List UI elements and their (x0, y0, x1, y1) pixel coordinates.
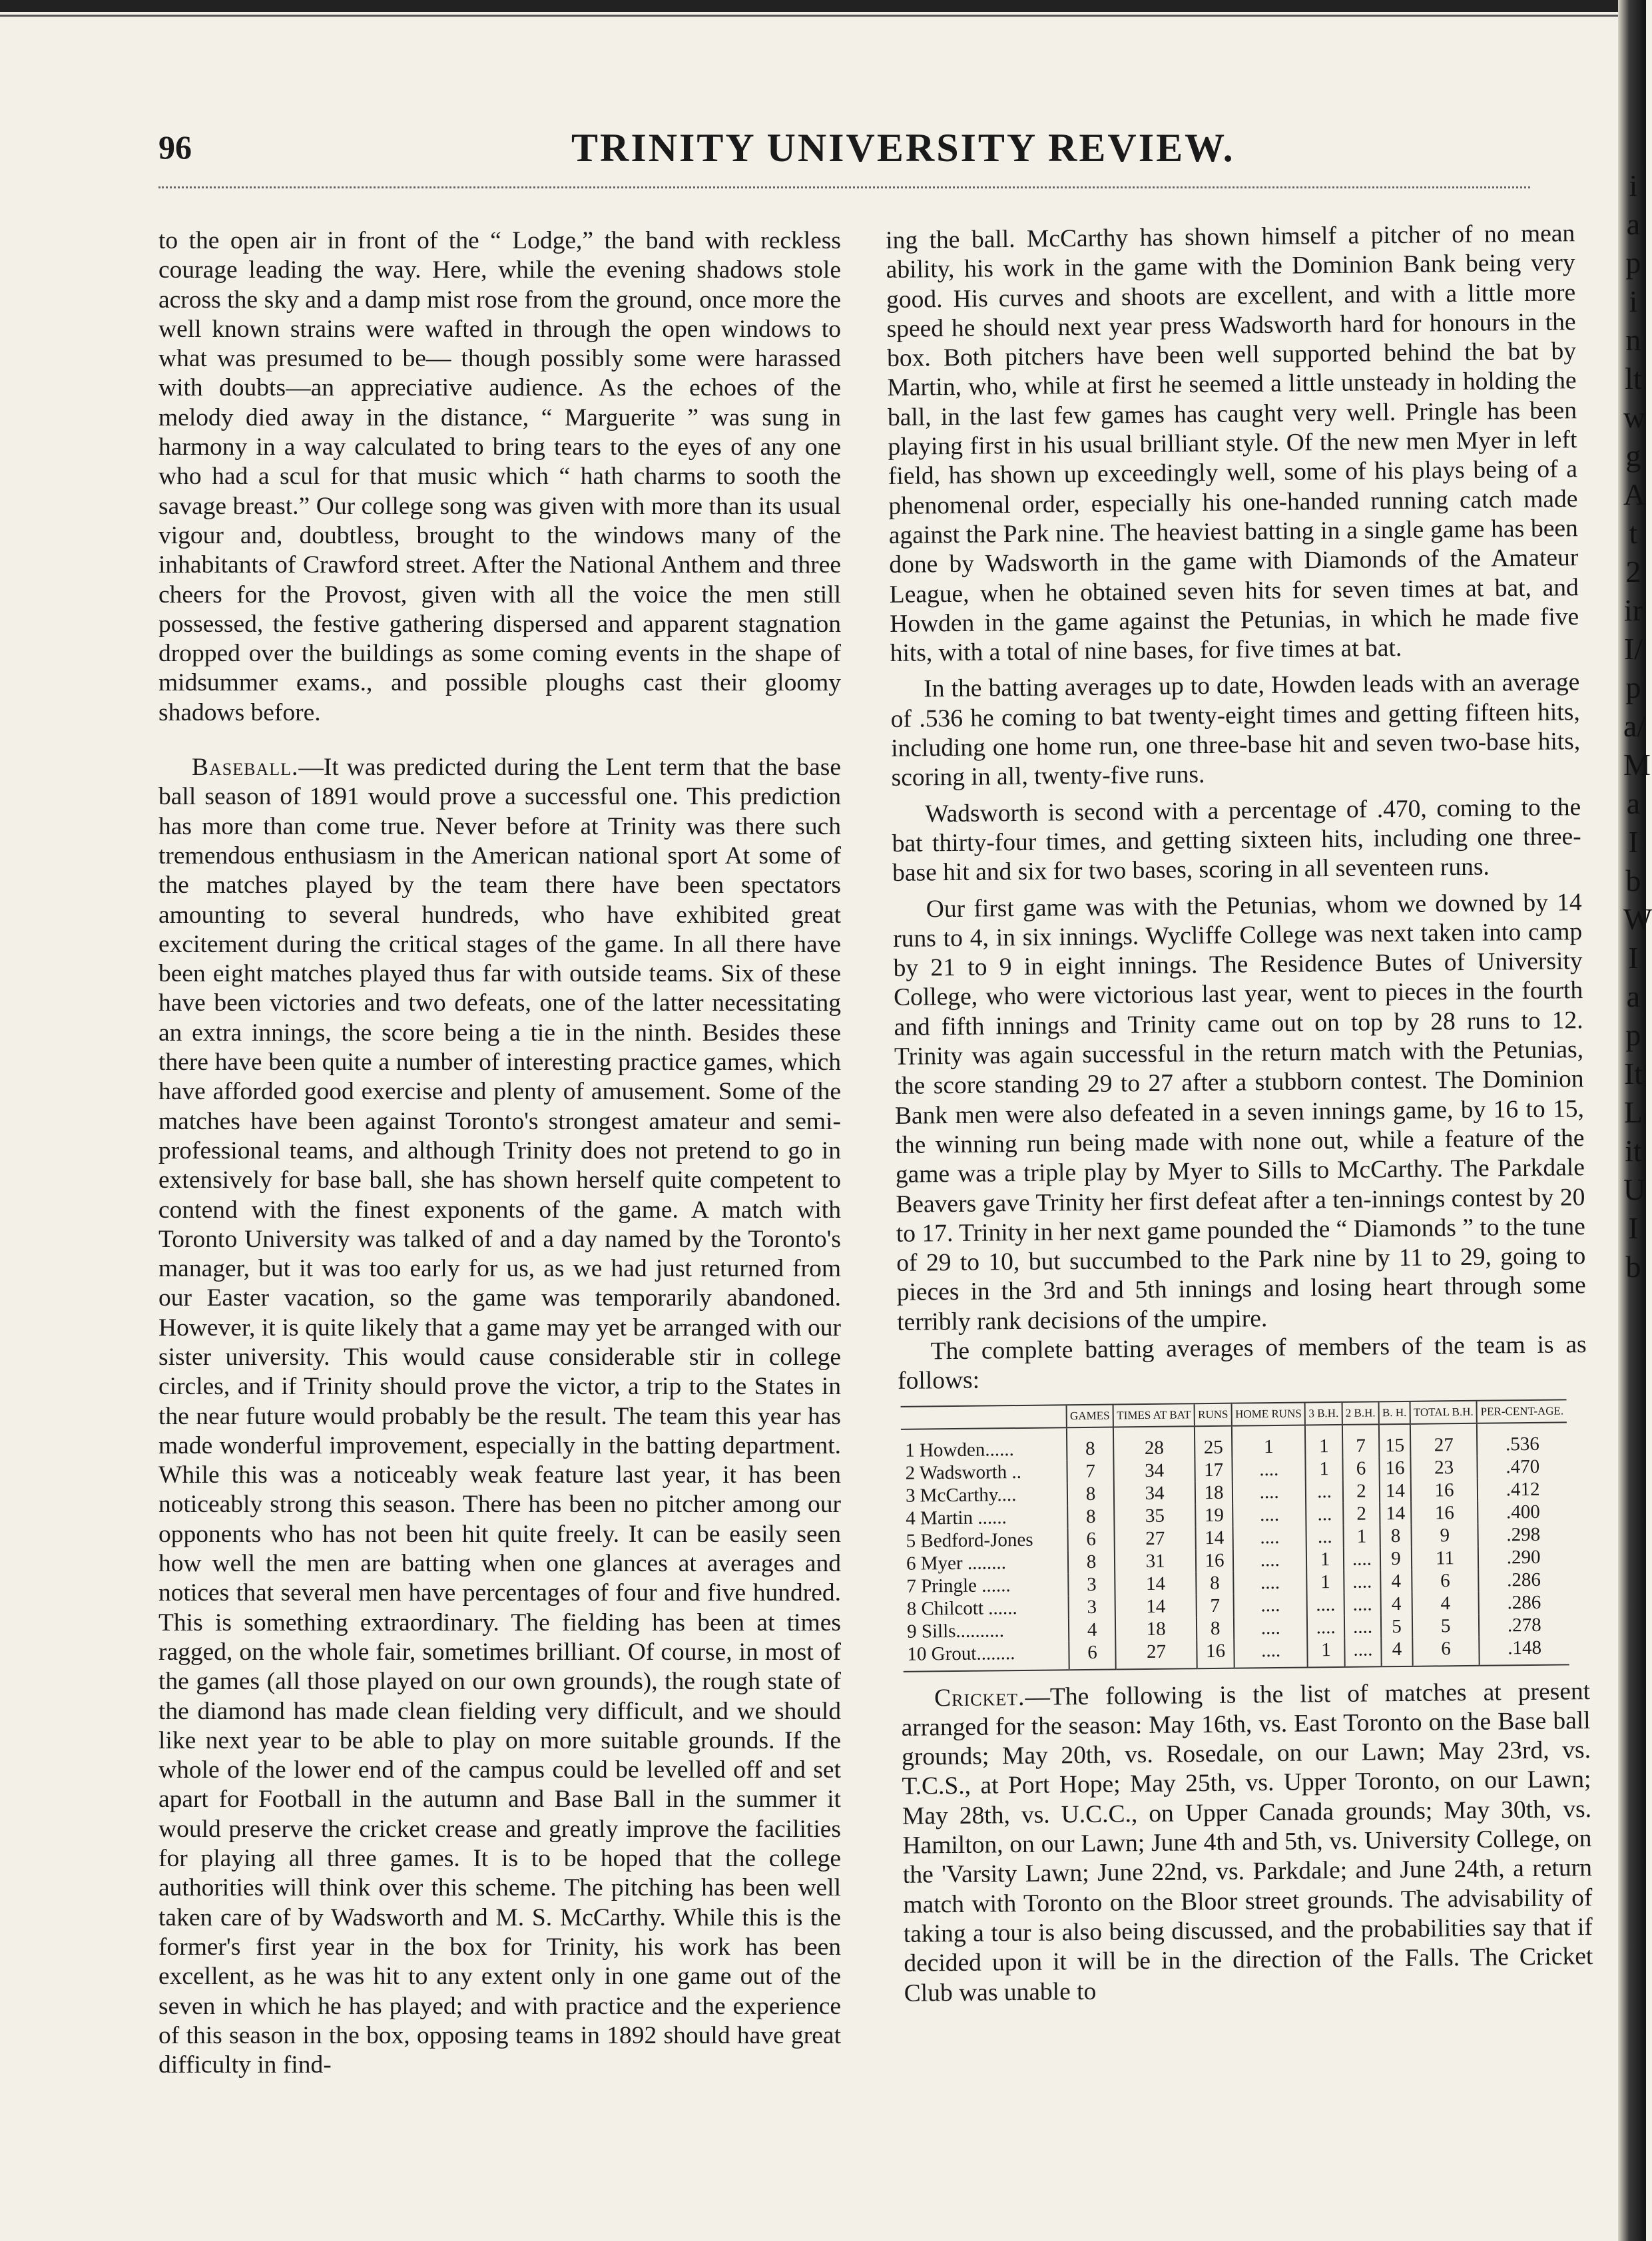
table-cell: 1 (1306, 1457, 1343, 1480)
table-cell: 8 (1067, 1505, 1114, 1528)
table-cell: 1 (1308, 1638, 1345, 1667)
baseball-text: —It was predicted during the Lent term that the base ball season of 1891 would prove a successful one. This prediction has more than come true. Never before at Trinity was there such tremendous enthusiasm in the American national sport At some of the matches played by the team there have been spectators amounting to several hundreds, who have exhibited great excitement during the critical stages of the game. In all there have been eight matches played thus far with outside teams. Six of these have been victories and two defeats, one of the latter necessitating an extra innings, the score being a tie in the ninth. Besides these there have been quite a number of interesting practice games, which have afforded good exercise and plenty of amusement. Some of the matches have been against Toronto's strongest amateur and semi-professional teams, and although Trinity does not pretend to go in extensively for base ball, she has shown herself quite competent to contend with the finest exponents of the game. A match with Toronto University was talked of and a day named by the Toronto's manager, but it was too early for us, as we had just returned from our Easter vacation, so the game was temporarily abandoned. However, it is quite likely that a game may yet be arranged with our sister university. This would cause considerable stir in college circles, and if Trinity should prove the victor, a trip to the States in the near future would probably be the result. The team this year has made wonderful improvement, especially in the batting department. While this was a noticeably weak feature last year, it has been noticeably strong this season. There has been no pitcher among our opponents who has not been hit quite freely. It can be easily seen how well the men are batting when one glances at averages and notices that several men have percentages of four and five hundred. This is something extraordinary. The fielding has been at times ragged, on the whole fair, sometimes brilliant. Of course, in most of the games (all those played on our own grounds), the rough state of the diamond has made clean fielding very difficult, and we should like next year to be able to play on more suitable grounds. If the whole of the lower end of the campus could be levelled off and set apart for Football in the autumn and Base Ball in the summer it would preserve the cricket crease and greatly improve the facilities for playing all three games. It is to be hoped that the college authorities will think over this scheme. The pitching has been well taken care of by Wadsworth and M. S. McCarthy. While this is the former's first year in the box for Trinity, his work has been excellent, as he was hit to any extent only in one game out of the seven in which he has played; and with practice and the experience of this season in the box, opposing teams in 1892 should have great difficulty in find- (158, 754, 841, 2079)
table-cell: 18 (1195, 1481, 1233, 1504)
table-cell: 7 (1197, 1594, 1234, 1617)
page-number: 96 (158, 128, 192, 166)
table-cell: 1 (1306, 1547, 1344, 1571)
player-name: 8 Chilcott ...... (906, 1597, 1017, 1620)
table-cell: 9 (1380, 1547, 1412, 1569)
table-header: PER-CENT-AGE. (1477, 1399, 1567, 1423)
baseball-heading: Baseball. (192, 754, 299, 782)
table-cell: 4 (1381, 1637, 1412, 1666)
table-cell: 16 (1411, 1478, 1478, 1501)
table-cell: 1 (1343, 1525, 1380, 1548)
table-header: 2 B.H. (1342, 1401, 1379, 1425)
table-cell: .286 (1479, 1568, 1569, 1591)
paragraph-wadsworth: Wadsworth is second with a percentage of .470, coming to the bat thirty-four times, and getting sixteen hits, including one three-base hit and six for two bases, scoring in all seventeen runs. (892, 793, 1581, 887)
table-cell: 8 (1067, 1427, 1114, 1460)
table-header: GAMES (1067, 1404, 1113, 1427)
table-header: TIMES AT BAT (1113, 1403, 1195, 1427)
header-rule (158, 186, 1530, 188)
table-cell: 14 (1115, 1572, 1196, 1595)
table-cell: 14 (1380, 1501, 1411, 1524)
table-cell: 2 (1343, 1479, 1380, 1503)
table-cell: 14 (1196, 1526, 1233, 1549)
table-cell: .... (1233, 1525, 1306, 1549)
table-cell: ... (1306, 1479, 1343, 1503)
player-name: 3 McCarthy.... (905, 1483, 1017, 1507)
table-cell: ... (1306, 1502, 1344, 1525)
paragraph-averages-intro: The complete batting averages of members of the team is as follows: (897, 1331, 1587, 1395)
table-cell: 16 (1411, 1501, 1478, 1524)
player-name: 9 Sills.......... (906, 1619, 1005, 1642)
batting-averages-table (901, 1399, 1569, 1672)
table-cell: 9 (1411, 1523, 1478, 1547)
table-cell: .... (1234, 1593, 1308, 1617)
table-cell: .... (1307, 1615, 1344, 1638)
table-cell: 18 (1115, 1617, 1197, 1640)
page-header (158, 125, 1530, 178)
table-cell: .278 (1479, 1613, 1569, 1636)
table-cell: .148 (1480, 1636, 1569, 1665)
table-cell: .... (1234, 1616, 1308, 1639)
player-name: 4 Martin ...... (906, 1506, 1007, 1529)
table-cell: 6 (1067, 1527, 1114, 1551)
table-cell: 31 (1115, 1549, 1196, 1573)
table-cell: 14 (1380, 1479, 1411, 1501)
table-cell: 35 (1114, 1504, 1195, 1527)
table-cell: .290 (1478, 1545, 1568, 1569)
table-cell: 7 (1342, 1424, 1380, 1457)
player-name: 7 Pringle ...... (906, 1574, 1011, 1597)
table-cell: 5 (1381, 1615, 1412, 1637)
table-cell: .412 (1478, 1477, 1567, 1501)
table-cell: 5 (1412, 1614, 1480, 1637)
top-border (0, 0, 1646, 12)
table-cell: 15 (1379, 1423, 1410, 1456)
paragraph-baseball (158, 753, 841, 2080)
adjacent-page-letters: iapinltwgAt2irI/pa/MaIbWIapItLitUIb (1623, 168, 1652, 1284)
paragraph-serenade: to the open air in front of the “ Lodge,” the band with reckless courage leading the way. Here, while the evening shadows stole across the sky and a damp mist rose from the ground, once more the well known strains were wafted in through the open windows to what was presumed to be— though possibly some were harassed with doubts—an appreciative audience. As the echoes of the melody died away in the distance, “ Marguerite ” was sung in harmony in a way calculated to bring tears to the eyes of any one who had a scul for that music which “ hath charms to sooth the savage breast.” Our college song was given with more than its usual vigour and, doubtless, brought to the windows many of the inhabitants of Crawford street. After the National Anthem and three cheers for the Provost, given with all the voice the men still possessed, the festive gathering dispersed and apparent stagnation dropped over the buildings as some coming events in the shape of midsummer exams., and possible ploughs cast their gloomy shadows before. (158, 227, 841, 726)
table-cell: 17 (1195, 1458, 1233, 1481)
table-header: HOME RUNS (1232, 1402, 1306, 1425)
table-cell: .... (1344, 1547, 1381, 1571)
table-cell: .... (1344, 1615, 1382, 1638)
journal-title: TRINITY UNIVERSITY REVIEW. (571, 126, 1235, 170)
table-cell: 6 (1412, 1636, 1480, 1666)
table-cell: .400 (1478, 1500, 1567, 1523)
table-header: TOTAL B.H. (1410, 1400, 1477, 1423)
table-cell: 3 (1069, 1595, 1115, 1618)
cricket-heading: Cricket. (934, 1683, 1025, 1712)
table-cell: .... (1233, 1480, 1306, 1503)
adjacent-page-edge (1618, 0, 1652, 2241)
table-cell: .... (1307, 1593, 1344, 1616)
table-cell: 8 (1197, 1617, 1234, 1640)
table-header (901, 1405, 1067, 1429)
table-cell: .... (1234, 1638, 1308, 1668)
table-cell: .470 (1478, 1455, 1567, 1478)
table-cell: 6 (1342, 1457, 1380, 1480)
table-header: 3 B.H. (1305, 1401, 1342, 1425)
table-cell: 8 (1068, 1550, 1115, 1573)
table-cell: .... (1344, 1570, 1381, 1593)
player-name: 2 Wadsworth .. (905, 1461, 1022, 1484)
table-cell: 8 (1380, 1524, 1412, 1547)
paragraph-cricket (901, 1677, 1593, 2009)
table-cell: 25 (1195, 1425, 1232, 1459)
table-cell: 28 (1113, 1426, 1195, 1459)
table-cell: .... (1344, 1638, 1382, 1667)
player-name: 10 Grout........ (903, 1641, 1069, 1672)
table-cell: 2 (1343, 1502, 1380, 1525)
table-cell: 1 (1307, 1570, 1344, 1593)
table-cell: .536 (1477, 1422, 1567, 1455)
table-cell: .... (1344, 1593, 1381, 1616)
table-cell: ... (1306, 1525, 1344, 1548)
paragraph-pitchers: ing the ball. McCarthy has shown himself a pitcher of no mean ability, his work in the game with the Dominion Bank being very good. His curves and shoots are excellent, and with a little more speed he should next year press Wadsworth hard for honours in the box. Both pitchers have been well supported behind the bat by Martin, who, while at first he seemed a little unsteady in holding the ball, in the last few games has caught very well. Pringle has been playing first in his usual brilliant style. Of the new men Myer in left field, has shown up exceedingly well, some of his plays being of a phenomenal order, especially his one-handed running catch made against the Park nine. The heaviest batting in a single game has been done by Wadsworth in the game with Diamonds of the Amateur League, when he obtained seven hits for seven times at bat, and Howden in the game against the Petunias, in which he made five hits, with a total of nine bases, for five times at bat. (886, 220, 1579, 668)
table-cell: 16 (1379, 1456, 1410, 1479)
table-cell: 27 (1115, 1527, 1196, 1550)
paragraph-howden: In the batting averages up to date, Howden leads with an average of .536 he coming to bat twenty-eight times and getting fifteen hits, including one home run, one three-base hit and seven two-base hits, scoring in all, twenty-five runs. (890, 668, 1581, 792)
table-cell: 8 (1067, 1482, 1114, 1505)
player-name: 5 Bedford-Jones (906, 1529, 1033, 1552)
player-name: 1 Howden...... (905, 1438, 1014, 1461)
table-cell: 4 (1412, 1591, 1479, 1615)
table-cell: 8 (1196, 1571, 1233, 1595)
table-cell: 11 (1412, 1546, 1479, 1569)
cricket-text: —The following is the list of matches at present arranged for the season: May 16th, vs. East Toronto on the Base ball grounds; May 20th, vs. Rosedale, on our Lawn; May 23rd, vs. T.C.S., at Port Hope; May 25th, vs. Upper Toronto, on our Lawn; May 28th, vs. U.C.C., on Upper Canada grounds; May 30th, vs. Hamilton, on our Lawn; June 4th and 5th, vs. University College, on the 'Varsity Lawn; June 22nd, vs. Parkdale; and June 24th, a return match with Toronto on the Bloor street grounds. The advisability of taking a tour is also being discussed, and the probabilities say that if decided upon it will be in the direction of the Falls. The Cricket Club was unable to (901, 1677, 1593, 2007)
table-cell: 4 (1069, 1618, 1115, 1641)
table-header: RUNS (1195, 1403, 1232, 1426)
player-name: 6 Myer ........ (906, 1551, 1007, 1575)
table-cell: 16 (1197, 1639, 1234, 1668)
left-column (158, 226, 841, 2080)
table-cell: 1 (1232, 1425, 1306, 1458)
table-cell: 34 (1113, 1459, 1195, 1482)
table-cell: 34 (1114, 1481, 1195, 1505)
table-cell: 3 (1068, 1573, 1115, 1596)
table-cell: 6 (1069, 1640, 1116, 1670)
table-cell: 4 (1381, 1592, 1412, 1615)
paragraph-games: Our first game was with the Petunias, whom we downed by 14 runs to 4, in six innings. Wycliffe College was next taken into camp by 21 to 9 in eight innings. The Residence Butes of University College, who were victorious last year, went to pieces in the fourth and fifth innings and Trinity came out on top by 28 runs to 12. Trinity was again successful in the return match with the Petunias, the score standing 29 to 27 after a stubborn contest. The Dominion Bank men were also defeated in a seven innings game, by 16 to 15, the winning run being made with none out, while a feature of the game was a triple play by Myer to Sills to McCarthy. The Parkdale Beavers gave Trinity her first defeat after a ten-innings contest by 20 to 17. Trinity in her next game pounded the “ Diamonds ” to the tune of 29 to 10, but succumbed to the Park nine by 11 to 29, going to pieces in the 3rd and 5th innings and losing heart through some terribly rank decisions of the umpire. (892, 888, 1586, 1336)
table-cell: 27 (1115, 1640, 1197, 1669)
table-cell: .286 (1479, 1591, 1569, 1614)
table-cell: 7 (1067, 1459, 1113, 1483)
table-cell: 23 (1410, 1455, 1478, 1479)
table-cell: 19 (1195, 1503, 1233, 1527)
table-cell: .... (1232, 1457, 1306, 1481)
table-cell: .... (1233, 1503, 1306, 1526)
table-cell: .... (1233, 1548, 1307, 1571)
top-border-thin (0, 15, 1646, 17)
table-cell: 6 (1412, 1569, 1479, 1592)
table-header: B. H. (1379, 1401, 1410, 1423)
table-cell: .... (1233, 1571, 1307, 1594)
table-row (903, 1636, 1569, 1671)
table-cell: 16 (1196, 1549, 1233, 1572)
table-cell: 1 (1305, 1424, 1342, 1457)
right-column (886, 219, 1593, 2009)
table-cell: 27 (1410, 1423, 1478, 1456)
table-cell: 4 (1380, 1569, 1412, 1592)
table-cell: .298 (1478, 1523, 1568, 1546)
table-cell: 14 (1115, 1595, 1197, 1618)
